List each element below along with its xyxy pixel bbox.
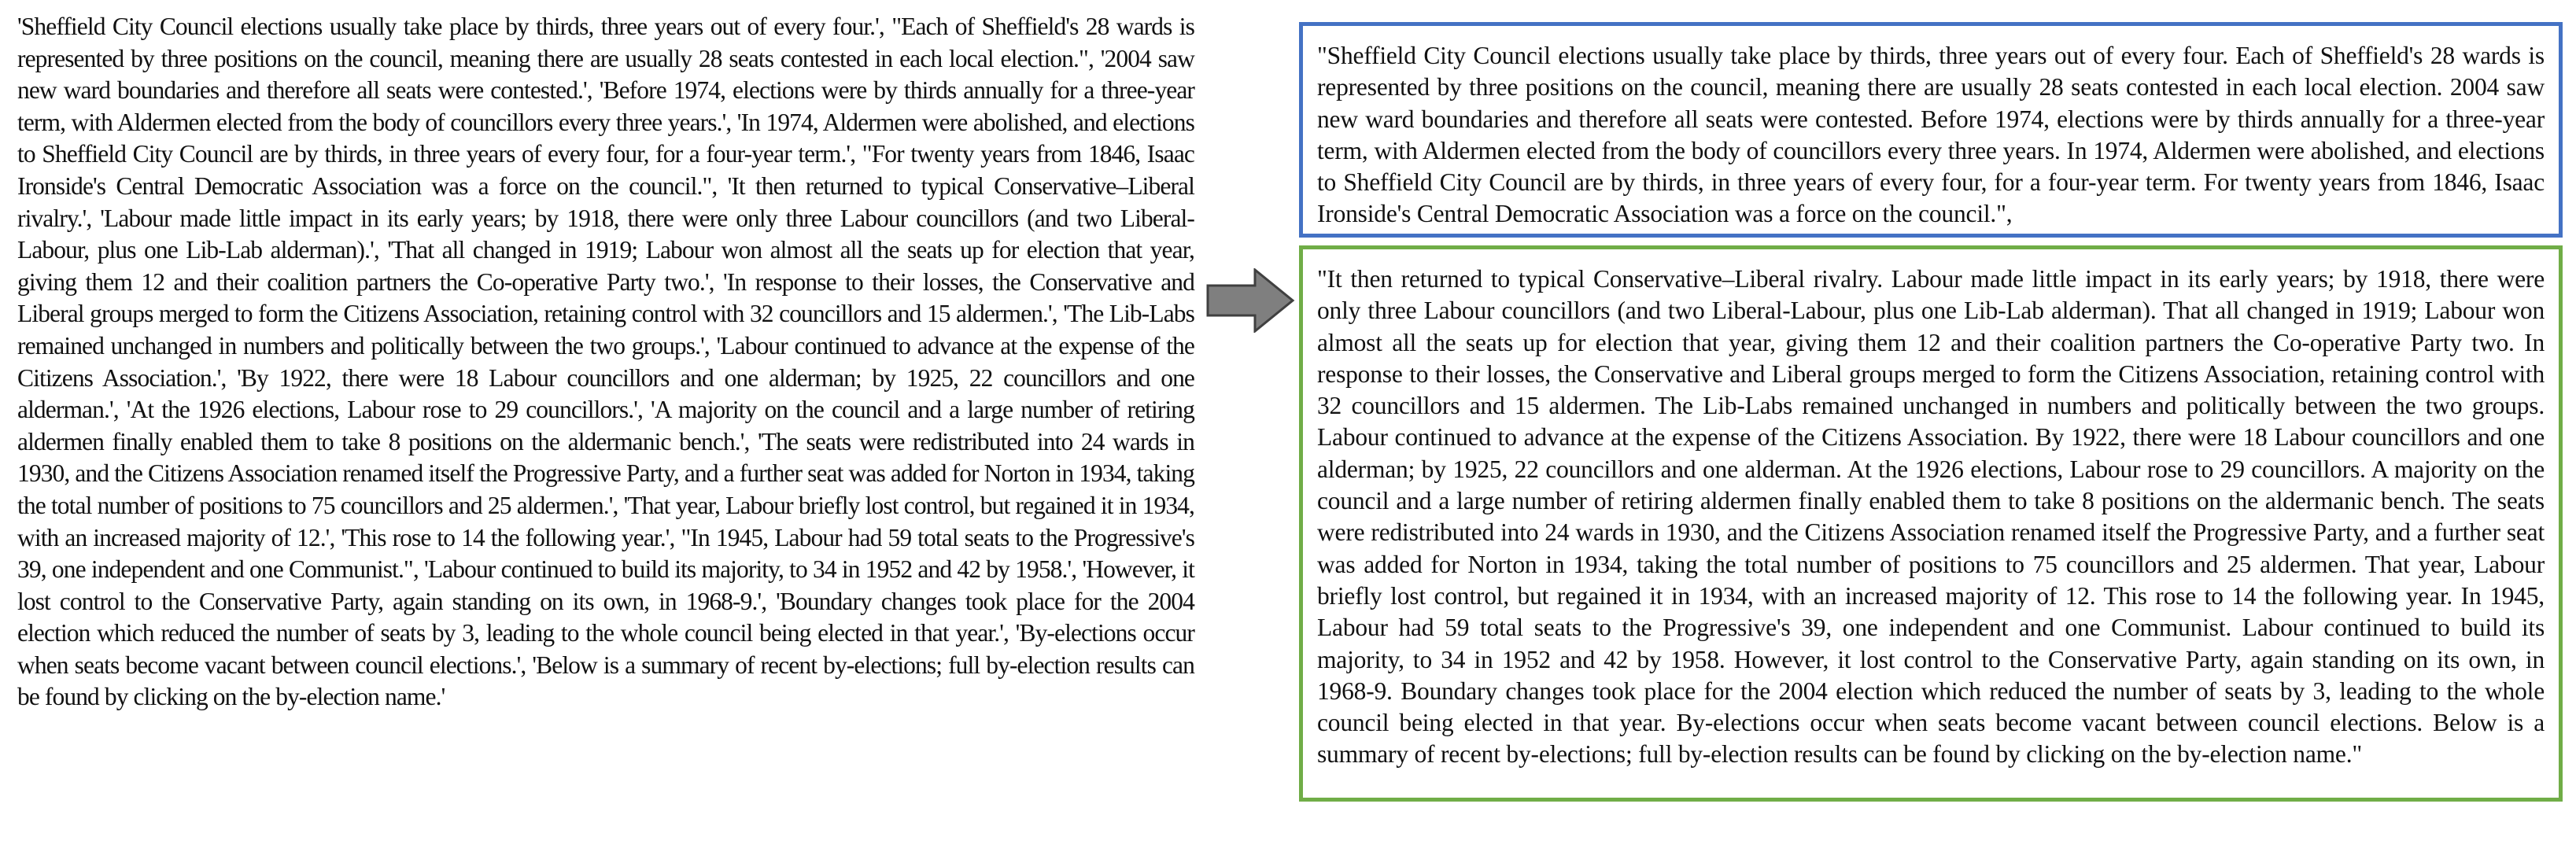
arrow-shape xyxy=(1208,270,1293,331)
merged-paragraph-box-1 xyxy=(1299,22,2563,238)
source-sentence-list: 'Sheffield City Council elections usually take place by thirds, three years out of every four.', "Each of Sheffield's 28 wards is represented by three positions on the council, meaning there are usually 28 seats contested in each local election.", '2004 saw new ward boundaries and therefore all seats were contested.', 'Before 1974, elections were by thirds annually for a three-year term, with Aldermen elected from the body of councillors every three years.', 'In 1974, Aldermen were abolished, and elections to Sheffield City Council are by thirds, in three years of every four, for a four-year term.', "For twenty years from 1846, Isaac Ironside's Central Democratic Association was a force on the council.", 'It then returned to typical Conservative–Liberal rivalry.', 'Labour made little impact in its early years; by 1918, there were only three Labour councillors (and two Liberal-Labour, plus one Lib-Lab alderman).', 'That all changed in 1919; Labour won almost all the seats up for election that year, giving them 12 and their coalition partners the Co-operative Party two.', 'In response to their losses, the Conservative and Liberal groups merged to form the Citizens Association, retaining control with 32 councillors and 15 aldermen.', 'The Lib-Labs remained unchanged in numbers and politically between the two groups.', 'Labour continued to advance at the expense of the Citizens Association.', 'By 1922, there were 18 Labour councillors and one alderman; by 1925, 22 councillors and one alderman.', 'At the 1926 elections, Labour rose to 29 councillors.', 'A majority on the council and a large number of retiring aldermen finally enabled them to take 8 positions on the aldermanic bench.', 'The seats were redistributed into 24 wards in 1930, and the Citizens Association renamed itself the Progressive Party, and a further seat was added for Norton in 1934, taking the total number of positions to 75 councillors and 25 aldermen.', 'That year, Labour briefly lost control, but regained it in 1934, with an increased majority of 12.', 'This rose to 14 the following year.', "In 1945, Labour had 59 total seats to the Progressive's 39, one independent and one Communist.", 'Labour continued to build its majority, to 34 in 1952 and 42 by 1958.', 'However, it lost control to the Conservative Party, again standing on its own, in 1968-9.', 'Boundary changes took place for the 2004 election which reduced the number of seats by 3, leading to the whole council being elected in that year.', 'By-elections occur when seats become vacant between council elections.', 'Below is a summary of recent by-elections; full by-election results can be found by clicking on the by-election name.' xyxy=(17,13,1194,711)
right-arrow-icon xyxy=(1206,268,1296,333)
merged-paragraph-text-1: "Sheffield City Council elections usually take place by thirds, three years out of every four. Each of Sheffield's 28 wards is represented by three positions on the council, meaning there are usually 28 seats contested in each local election. 2004 saw new ward boundaries and therefore all seats were contested. Before 1974, elections were by thirds annually for a three-year term, with Aldermen elected from the body of councillors every three years. In 1974, Aldermen were abolished, and elections to Sheffield City Council are by thirds, in three years of every four, for a four-year term. For twenty years from 1846, Isaac Ironside's Central Democratic Association was a force on the council.", xyxy=(1317,42,2545,228)
merged-paragraph-box-2 xyxy=(1299,245,2563,802)
merged-paragraph-text-2: "It then returned to typical Conservative–Liberal rivalry. Labour made little impact in its early years; by 1918, there were only three Labour councillors (and two Liberal-Labour, plus one Lib-Lab alderman). That all changed in 1919; Labour won almost all the seats up for election that year, giving them 12 and their coalition partners the Co-operative Party two. In response to their losses, the Conservative and Liberal groups merged to form the Citizens Association, retaining control with 32 councillors and 15 aldermen. The Lib-Labs remained unchanged in numbers and politically between the two groups. Labour continued to advance at the expense of the Citizens Association. By 1922, there were 18 Labour councillors and one alderman; by 1925, 22 councillors and one alderman. At the 1926 elections, Labour rose to 29 councillors. A majority on the council and a large number of retiring aldermen finally enabled them to take 8 positions on the aldermanic bench. The seats were redistributed into 24 wards in 1930, and the Citizens Association renamed itself the Progressive Party, and a further seat was added for Norton in 1934, taking the total number of positions to 75 councillors and 25 aldermen. That year, Labour briefly lost control, but regained it in 1934, with an increased majority of 12. This rose to 14 the following year. In 1945, Labour had 59 total seats to the Progressive's 39, one independent and one Communist. Labour continued to build its majority, to 34 in 1952 and 42 by 1958. However, it lost control to the Conservative Party, again standing on its own, in 1968-9. Boundary changes took place for the 2004 election which reduced the number of seats by 3, leading to the whole council being elected in that year. By-elections occur when seats become vacant between council elections. Below is a summary of recent by-elections; full by-election results can be found by clicking on the by-election name." xyxy=(1317,265,2545,769)
